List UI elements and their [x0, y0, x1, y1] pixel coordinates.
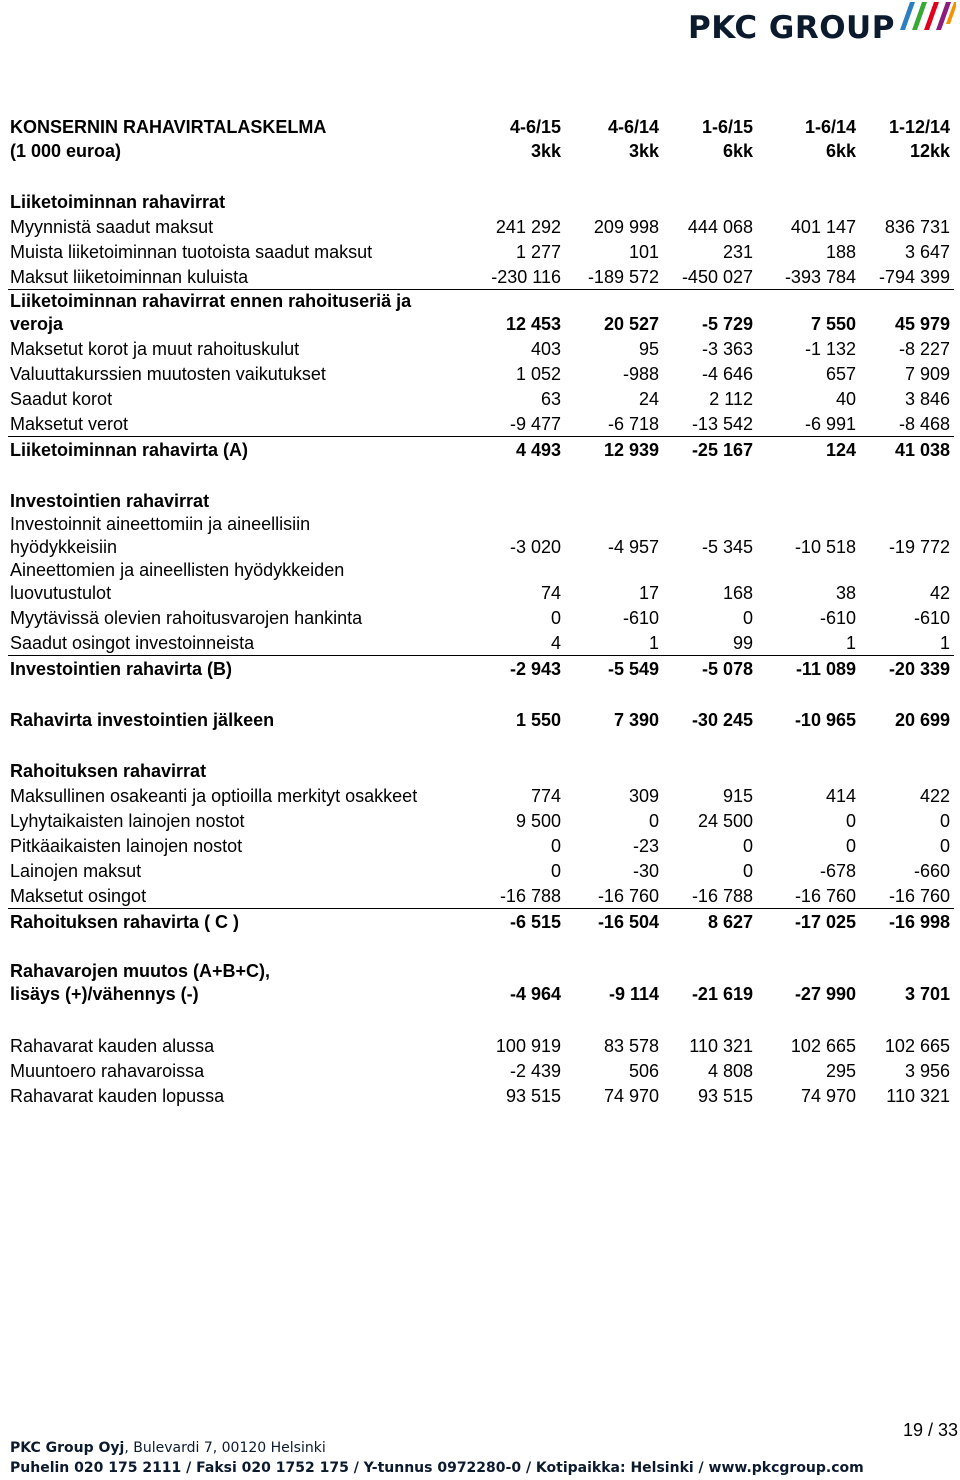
table-row — [8, 833, 954, 858]
row-value: -678 — [819, 861, 856, 881]
row-value: 0 — [550, 861, 561, 881]
spacer-row — [8, 1006, 954, 1033]
row-value: -610 — [913, 608, 950, 628]
row-value: 0 — [939, 836, 950, 856]
row-value: -1 132 — [804, 339, 856, 359]
row-value: 1 — [860, 630, 954, 656]
row-value: 20 527 — [603, 314, 659, 334]
section-heading: Liiketoiminnan rahavirrat — [10, 192, 226, 212]
logo-stripes-icon — [896, 2, 956, 32]
row-value: -2 439 — [509, 1061, 561, 1081]
row-value: 657 — [825, 364, 856, 384]
row-label-line: hyödykkeisiin — [10, 537, 118, 557]
row-value: 83 578 — [603, 1036, 659, 1056]
table-row — [8, 559, 954, 605]
row-value: 3 701 — [904, 984, 950, 1004]
row-value: -8 468 — [860, 411, 954, 437]
row-value: -5 345 — [701, 537, 753, 557]
row-value: 506 — [628, 1061, 659, 1081]
row-value: 209 998 — [593, 217, 659, 237]
row-value: 20 699 — [894, 710, 950, 730]
row-value: 74 — [540, 583, 561, 603]
row-value: -230 116 — [464, 264, 565, 290]
row-value: -11 089 — [795, 659, 856, 679]
row-label: Maksut liiketoiminnan kuluista — [8, 264, 464, 290]
table-row — [8, 605, 954, 630]
row-value: 38 — [835, 583, 856, 603]
row-value: 0 — [939, 811, 950, 831]
row-value: -17 025 — [794, 912, 856, 932]
table-row — [8, 858, 954, 883]
row-value: -25 167 — [691, 440, 753, 460]
row-value: -3 020 — [509, 537, 561, 557]
row-label-line: luovutustulot — [10, 583, 112, 603]
row-value: 7 390 — [613, 710, 659, 730]
row-value: -6 515 — [509, 912, 561, 932]
row-value: 101 — [628, 242, 659, 262]
column-length: 12kk — [909, 141, 950, 161]
row-value: 1 — [565, 630, 663, 656]
header-row-1 — [8, 116, 954, 139]
spacer-row — [8, 681, 954, 707]
footer-address-line — [10, 1438, 960, 1458]
row-label — [8, 960, 464, 1006]
row-label — [8, 559, 464, 605]
row-value: 110 321 — [886, 1086, 950, 1106]
row-value: 0 — [742, 608, 753, 628]
row-label-line: Investoinnit aineettomiin ja aineellisiin — [10, 514, 311, 534]
row-label: Myynnistä saadut maksut — [10, 217, 214, 237]
row-value: 188 — [825, 242, 856, 262]
row-value: -16 504 — [597, 912, 659, 932]
row-value: 9 500 — [515, 811, 561, 831]
row-value: 93 515 — [505, 1086, 561, 1106]
row-value: -30 — [632, 861, 659, 881]
row-value: 295 — [825, 1061, 856, 1081]
footer-contact-line: Puhelin 020 175 2111 / Faksi 020 1752 175 / Y-tunnus 0972280-0 / Kotipaikka: Helsinki / www.pkcgroup.com — [10, 1460, 864, 1476]
table-row — [8, 239, 954, 264]
row-value: 3 956 — [904, 1061, 950, 1081]
row-label: Maksetut osingot — [8, 883, 464, 909]
table-row — [8, 1083, 954, 1108]
row-value: -16 788 — [663, 883, 757, 909]
spacer-row — [8, 462, 954, 488]
row-label: Saadut korot — [10, 389, 113, 409]
row-value: -393 784 — [757, 264, 860, 290]
table-row — [8, 1033, 954, 1058]
row-value: 414 — [825, 786, 856, 806]
row-label: Pitkäaikaisten lainojen nostot — [10, 836, 243, 856]
column-length: 3kk — [628, 141, 659, 161]
subtotal-row — [8, 290, 954, 337]
row-value: 93 515 — [697, 1086, 753, 1106]
row-value: 124 — [825, 440, 856, 460]
column-period: 1-6/15 — [701, 117, 753, 137]
row-value: 4 — [464, 630, 565, 656]
row-value: 74 970 — [800, 1086, 856, 1106]
column-period: 4-6/14 — [607, 117, 659, 137]
table-row — [8, 361, 954, 386]
row-value: -13 542 — [663, 411, 757, 437]
row-value: -988 — [622, 364, 659, 384]
row-label: Lyhytaikaisten lainojen nostot — [10, 811, 245, 831]
row-value: -8 227 — [898, 339, 950, 359]
total-row — [8, 960, 954, 1006]
row-value: -10 965 — [794, 710, 856, 730]
row-value: -20 339 — [888, 659, 950, 679]
row-label: Valuuttakurssien muutosten vaikutukset — [10, 364, 326, 384]
cash-flow-table — [8, 116, 954, 1108]
total-row — [8, 707, 954, 732]
row-value: -4 964 — [509, 984, 561, 1004]
row-value: -19 772 — [888, 537, 950, 557]
table-row — [8, 214, 954, 239]
row-value: -23 — [632, 836, 659, 856]
row-value: 0 — [550, 608, 561, 628]
logo-text: PKC GROUP — [688, 10, 895, 46]
row-value: -610 — [819, 608, 856, 628]
row-value: 110 321 — [689, 1036, 753, 1056]
row-label: Rahavarat kauden lopussa — [10, 1086, 225, 1106]
total-row — [8, 656, 954, 682]
row-value: 1 277 — [515, 242, 561, 262]
column-period: 4-6/15 — [509, 117, 561, 137]
row-value: 1 550 — [515, 710, 561, 730]
row-value: 309 — [628, 786, 659, 806]
row-label: Muista liiketoiminnan tuotoista saadut maksut — [10, 242, 373, 262]
row-value: 241 292 — [495, 217, 561, 237]
spacer-row — [8, 163, 954, 189]
table-row — [8, 883, 954, 909]
row-label — [8, 290, 464, 337]
row-value: 3 647 — [904, 242, 950, 262]
row-value: 42 — [929, 583, 950, 603]
table-row — [8, 783, 954, 808]
row-value: -5 549 — [607, 659, 659, 679]
row-value: -450 027 — [663, 264, 757, 290]
statement-title: KONSERNIN RAHAVIRTALASKELMA — [10, 117, 327, 137]
row-value: -4 646 — [701, 364, 753, 384]
row-value: -5 729 — [701, 314, 753, 334]
row-value: 74 970 — [603, 1086, 659, 1106]
row-value: -3 363 — [701, 339, 753, 359]
row-value: 168 — [722, 583, 753, 603]
row-value: 774 — [530, 786, 561, 806]
row-value: 95 — [638, 339, 659, 359]
row-label-line: Liiketoiminnan rahavirrat ennen rahoituseriä ja — [10, 291, 412, 311]
row-value: -794 399 — [860, 264, 954, 290]
row-value: -10 518 — [794, 537, 856, 557]
row-label: Lainojen maksut — [10, 861, 142, 881]
header-row-2 — [8, 139, 954, 163]
row-value: -16 998 — [888, 912, 950, 932]
table-row — [8, 630, 954, 656]
row-value: 17 — [638, 583, 659, 603]
page-footer — [10, 1438, 960, 1478]
row-value: -660 — [913, 861, 950, 881]
row-label: Rahavarat kauden alussa — [10, 1036, 215, 1056]
row-value: -5 078 — [701, 659, 753, 679]
row-value: 99 — [663, 630, 757, 656]
spacer-row — [8, 934, 954, 960]
row-value: 0 — [742, 861, 753, 881]
row-value: 12 939 — [603, 440, 659, 460]
page-number: 19 / 33 — [902, 1420, 958, 1440]
row-label — [8, 513, 464, 559]
row-value: 403 — [530, 339, 561, 359]
table-row — [8, 411, 954, 437]
row-value: 102 665 — [790, 1036, 856, 1056]
row-label-line: lisäys (+)/vähennys (-) — [10, 984, 199, 1004]
row-value: 4 493 — [515, 440, 561, 460]
row-label: Maksullinen osakeanti ja optioilla merkityt osakkeet — [10, 786, 418, 806]
statement-unit: (1 000 euroa) — [10, 141, 122, 161]
row-label-line: Aineettomien ja aineellisten hyödykkeiden — [10, 560, 345, 580]
row-value: -16 760 — [565, 883, 663, 909]
row-value: 2 112 — [709, 389, 753, 409]
row-label: Investointien rahavirta (B) — [10, 659, 233, 679]
row-value: 444 068 — [687, 217, 753, 237]
row-value: 836 731 — [884, 217, 950, 237]
row-value: 1 052 — [515, 364, 561, 384]
row-value: 422 — [919, 786, 950, 806]
column-length: 6kk — [825, 141, 856, 161]
row-value: -27 990 — [794, 984, 856, 1004]
row-value: 1 — [757, 630, 860, 656]
table-row — [8, 386, 954, 411]
column-period: 1-12/14 — [888, 117, 950, 137]
row-label: Myytävissä olevien rahoitusvarojen hankinta — [10, 608, 363, 628]
row-value: 3 846 — [904, 389, 950, 409]
row-value: 24 500 — [697, 811, 753, 831]
spacer-row — [8, 732, 954, 758]
row-value: -16 788 — [464, 883, 565, 909]
row-value: 7 550 — [810, 314, 856, 334]
row-value: 100 919 — [495, 1036, 561, 1056]
footer-company: PKC Group Oyj — [10, 1440, 125, 1456]
total-row — [8, 909, 954, 935]
section-heading: Investointien rahavirrat — [10, 491, 210, 511]
row-value: 40 — [835, 389, 856, 409]
row-label: Muuntoero rahavaroissa — [10, 1061, 205, 1081]
row-value: 401 147 — [790, 217, 856, 237]
column-length: 3kk — [530, 141, 561, 161]
row-label: Rahoituksen rahavirta ( C ) — [10, 912, 240, 932]
section-heading-row — [8, 758, 954, 783]
row-label: Maksetut korot ja muut rahoituskulut — [10, 339, 300, 359]
row-value: 915 — [722, 786, 753, 806]
row-value: 4 808 — [707, 1061, 753, 1081]
row-value: 0 — [845, 811, 856, 831]
column-period: 1-6/14 — [804, 117, 856, 137]
row-value: -6 991 — [757, 411, 860, 437]
row-value: 8 627 — [707, 912, 753, 932]
row-value: 7 909 — [904, 364, 950, 384]
row-value: 231 — [722, 242, 753, 262]
row-value: -4 957 — [607, 537, 659, 557]
company-logo — [688, 2, 958, 50]
row-value: 45 979 — [894, 314, 950, 334]
row-value: -610 — [622, 608, 659, 628]
row-value: -16 760 — [757, 883, 860, 909]
row-label: Liiketoiminnan rahavirta (A) — [10, 440, 249, 460]
table-row — [8, 808, 954, 833]
table-row — [8, 264, 954, 290]
row-value: 63 — [540, 389, 561, 409]
row-label: Rahavirta investointien jälkeen — [10, 710, 275, 730]
row-value: -2 943 — [509, 659, 561, 679]
row-value: -16 760 — [860, 883, 954, 909]
footer-address: , Bulevardi 7, 00120 Helsinki — [124, 1440, 326, 1456]
row-value: 12 453 — [505, 314, 561, 334]
table-row — [8, 513, 954, 559]
row-value: -30 245 — [691, 710, 753, 730]
row-value: 24 — [638, 389, 659, 409]
row-label-line: veroja — [10, 314, 64, 334]
row-label: Maksetut verot — [8, 411, 464, 437]
column-length: 6kk — [722, 141, 753, 161]
row-value: 0 — [845, 836, 856, 856]
row-value: -189 572 — [565, 264, 663, 290]
section-heading-row — [8, 488, 954, 513]
row-value: 0 — [742, 836, 753, 856]
section-heading: Rahoituksen rahavirrat — [10, 761, 207, 781]
row-value: -21 619 — [691, 984, 753, 1004]
total-row — [8, 437, 954, 463]
section-heading-row — [8, 189, 954, 214]
row-value: 41 038 — [894, 440, 950, 460]
row-value: 0 — [550, 836, 561, 856]
row-value: 102 665 — [884, 1036, 950, 1056]
row-value: -9 477 — [464, 411, 565, 437]
row-value: -6 718 — [565, 411, 663, 437]
row-value: -9 114 — [608, 984, 659, 1004]
row-value: 0 — [648, 811, 659, 831]
row-label: Saadut osingot investoinneista — [8, 630, 464, 656]
table-row — [8, 1058, 954, 1083]
row-label-line: Rahavarojen muutos (A+B+C), — [10, 961, 271, 981]
table-row — [8, 336, 954, 361]
